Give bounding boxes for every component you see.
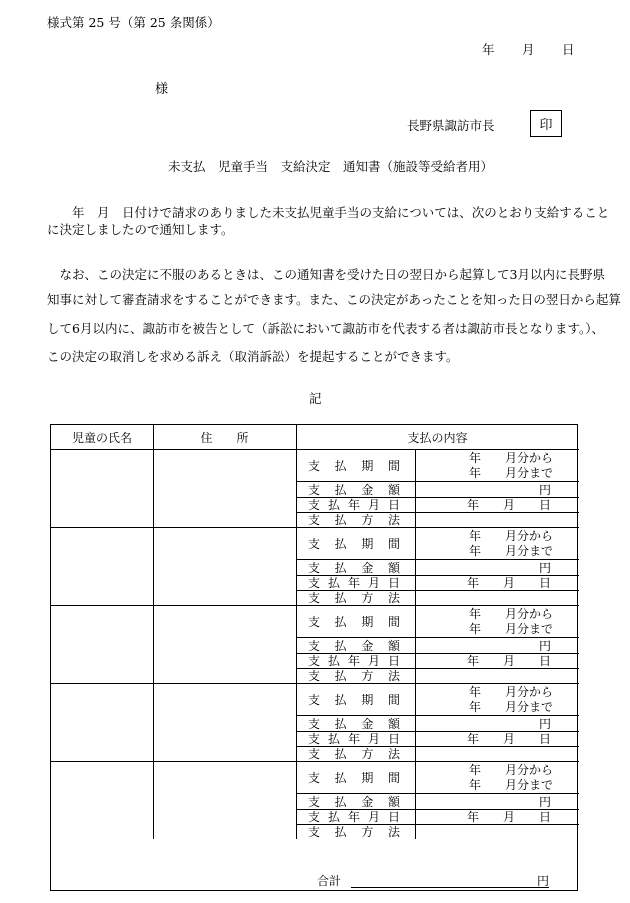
paragraph-2-line-2: 知事に対して審査請求をすることができます。また、この決定があったことを知った日の翌日から起算	[47, 292, 621, 307]
col-divider-1	[153, 425, 154, 839]
value-amount: 円	[538, 794, 551, 809]
value-period-from: 年 月分から	[468, 763, 553, 777]
value-amount: 円	[538, 482, 551, 497]
value-date: 年 月 日	[466, 732, 551, 746]
addressee-suffix: 様	[155, 82, 169, 97]
value-period-from: 年 月分から	[468, 607, 553, 621]
label-amount: 支 払 金 額	[308, 794, 400, 809]
value-amount: 円	[538, 560, 551, 575]
date-year: 年	[482, 42, 495, 57]
label-date: 支 払 年 月 日	[308, 654, 400, 668]
label-method: 支 払 方 法	[308, 513, 400, 527]
label-period: 支 払 期 間	[308, 692, 400, 707]
value-period-from: 年 月分から	[468, 529, 553, 543]
form-number: 様式第 25 号（第 25 条関係）	[47, 15, 220, 30]
value-period-to: 年 月分まで	[468, 778, 553, 792]
label-period: 支 払 期 間	[308, 614, 400, 629]
paragraph-2-line-3: して6月以内に、諏訪市を被告として（訴訟において諏訪市を代表する者は諏訪市長となります。）、	[47, 321, 604, 336]
value-period-to: 年 月分まで	[468, 544, 553, 558]
value-period-from: 年 月分から	[468, 685, 553, 699]
value-date: 年 月 日	[466, 810, 551, 824]
paragraph-2-line-4: この決定の取消しを求める訴え（取消訴訟）を提起することができます。	[47, 349, 459, 364]
label-method: 支 払 方 法	[308, 747, 400, 761]
label-amount: 支 払 金 額	[308, 560, 400, 575]
label-method: 支 払 方 法	[308, 591, 400, 605]
label-amount: 支 払 金 額	[308, 482, 400, 497]
value-period-to: 年 月分まで	[468, 466, 553, 480]
payment-table	[50, 424, 578, 891]
label-date: 支 払 年 月 日	[308, 498, 400, 512]
label-date: 支 払 年 月 日	[308, 732, 400, 746]
value-date: 年 月 日	[466, 576, 551, 590]
label-period: 支 払 期 間	[308, 770, 400, 785]
value-period-to: 年 月分まで	[468, 622, 553, 636]
issuer-name: 長野県諏訪市長	[407, 118, 495, 133]
label-date: 支 払 年 月 日	[308, 810, 400, 824]
total-label: 合計	[316, 873, 341, 888]
date-day: 日	[562, 42, 575, 57]
header-name: 児童の氏名	[71, 430, 132, 445]
value-amount: 円	[538, 638, 551, 653]
header-address: 住 所	[200, 430, 249, 445]
label-amount: 支 払 金 額	[308, 638, 400, 653]
paragraph-1-line-2: に決定しましたので通知します。	[47, 222, 234, 237]
ki-mark: 記	[309, 391, 322, 406]
header-content: 支払の内容	[407, 430, 468, 445]
label-method: 支 払 方 法	[308, 669, 400, 683]
seal-box	[530, 110, 562, 137]
col-divider-3	[415, 449, 416, 839]
label-period: 支 払 期 間	[308, 536, 400, 551]
value-period-from: 年 月分から	[468, 451, 553, 465]
seal-label: 印	[539, 118, 553, 133]
label-date: 支 払 年 月 日	[308, 576, 400, 590]
value-date: 年 月 日	[466, 498, 551, 512]
col-divider-2	[296, 425, 297, 839]
document-title: 未支払 児童手当 支給決定 通知書（施設等受給者用）	[168, 159, 494, 174]
date-month: 月	[522, 42, 535, 57]
paragraph-1-line-1: 年 月 日付けで請求のありました未支払児童手当の支給については、次のとおり支給すること	[47, 205, 610, 220]
label-method: 支 払 方 法	[308, 825, 400, 839]
total-underline	[351, 887, 549, 888]
paragraph-2-line-1: なお、この決定に不服のあるときは、この通知書を受けた日の翌日から起算して3月以内に長野県	[47, 267, 605, 282]
value-date: 年 月 日	[466, 654, 551, 668]
label-period: 支 払 期 間	[308, 458, 400, 473]
value-amount: 円	[538, 716, 551, 731]
label-amount: 支 払 金 額	[308, 716, 400, 731]
value-period-to: 年 月分まで	[468, 700, 553, 714]
total-unit: 円	[536, 873, 549, 888]
